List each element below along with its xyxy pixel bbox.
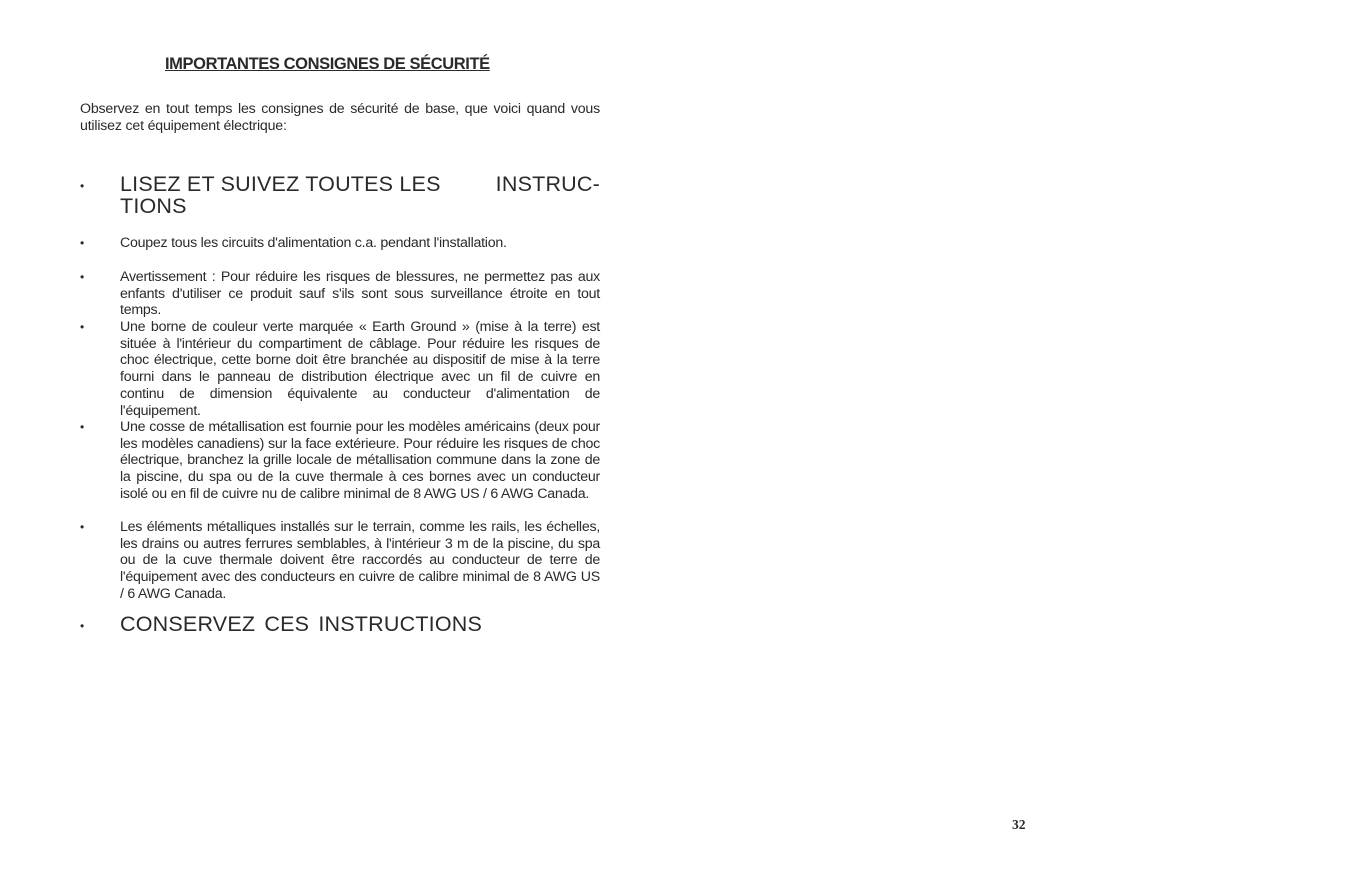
list-item-text: Avertissement : Pour réduire les risques de blessures, ne permettez pas aux enfants d'utiliser ce produit sauf s'ils sont sous surveillance étroite en tout temps. [120,269,600,319]
list-item-text: Une cosse de métallisation est fournie pour les modèles américains (deux pour les modèles canadiens) sur la face extérieure. Pour réduire les risques de choc électrique, branchez la grille locale de métallisation commune dans la zone de la piscine, du spa ou de la cuve thermale à ces bornes avec un conducteur isolé ou en fil de cuivre nu de calibre minimal de 8 AWG US / 6 AWG Canada. [120,419,600,502]
bullet-marker: • [80,179,85,193]
list-item-text: Coupez tous les circuits d'alimentation c.a. pendant l'installation. [120,235,507,251]
page-number: 32 [1012,817,1026,832]
bullet-marker: • [80,619,85,633]
list-item-text: Les éléments métalliques installés sur le terrain, comme les rails, les échelles, les drains ou autres ferrures semblables, à l'intérieur 3 m de la piscine, du spa ou de la cuve thermale doivent être raccordés au conducteur de terre de l'équipement avec des conducteurs en cuivre de calibre minimal de 8 AWG US / 6 AWG Canada. [120,519,600,602]
heading-part-2: INSTRUC- [495,172,600,196]
list-item-text: Une borne de couleur verte marquée « Earth Ground » (mise à la terre) est située à l'intérieur du compartiment de câblage. Pour réduire les risques de choc électrique, cette borne doit être branchée au dispositif de mise à la terre fourni dans le panneau de distribution électrique avec un fil de cuivre en continu de dimension équivalente au conducteur d'alimentation de l'équipement. [120,319,600,419]
heading-part-1: LISEZ ET SUIVEZ TOUTES LES [120,172,441,196]
closing-instruction-text: CONSERVEZ CES INSTRUCTIONS [120,612,483,636]
heading-part-3: TIONS [120,194,187,218]
page-title: IMPORTANTES CONSIGNES DE SÉCURITÉ [165,55,490,73]
bullet-marker: • [80,420,85,434]
intro-paragraph: Observez en tout temps les consignes de sécurité de base, que voici quand vous utilisez cet équipement électrique: [80,101,600,134]
bullet-marker: • [80,270,85,284]
bullet-marker: • [80,236,85,250]
bullet-marker: • [80,320,85,334]
heading-instruction-text [120,173,600,217]
bullet-marker: • [80,520,85,534]
